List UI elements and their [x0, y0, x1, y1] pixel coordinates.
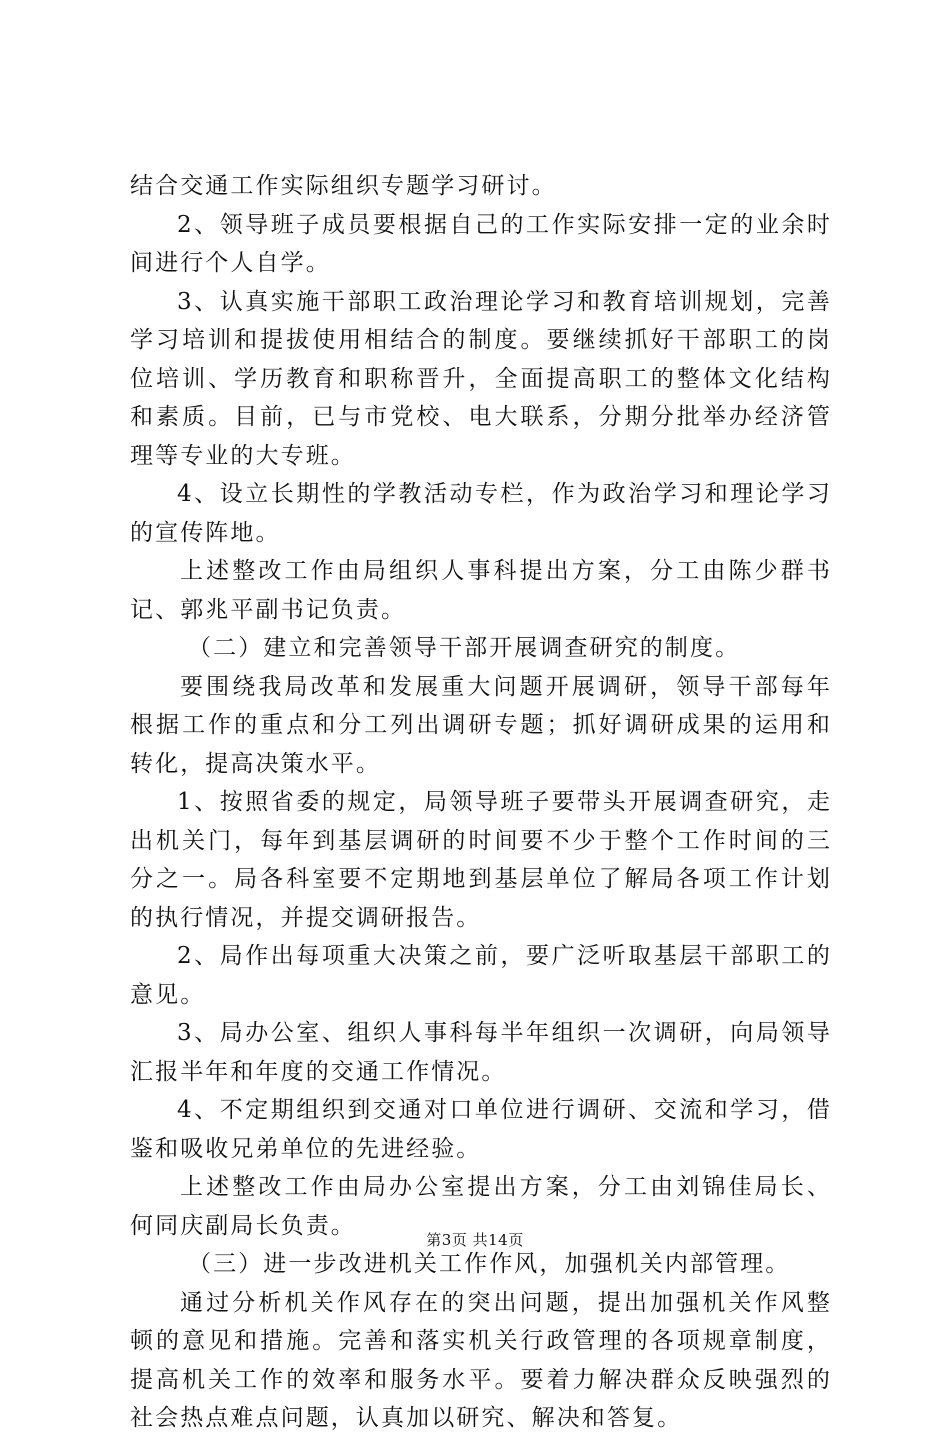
paragraph: 3、认真实施干部职工政治理论学习和教育培训规划，完善学习培训和提拔使用相结合的制度。要继续抓好干部职工的岗位培训、学历教育和职称晋升，全面提高职工的整体文化结构和素质。目前，已与市党校、电大联系，分期分批举办经济管理等专业的大专班。 [130, 288, 832, 469]
paragraph: 4、不定期组织到交通对口单位进行调研、交流和学习，借鉴和吸收兄弟单位的先进经验。 [130, 1097, 832, 1162]
paragraph: 上述整改工作由局组织人事科提出方案，分工由陈少群书记、郭兆平副书记负责。 [130, 558, 832, 623]
paragraph: 上述整改工作由局办公室提出方案，分工由刘锦佳局长、何同庆副局长负责。 [130, 1174, 832, 1239]
paragraph: 1、按照省委的规定，局领导班子要带头开展调查研究，走出机关门，每年到基层调研的时间要不少于整个工作时间的三分之一。局各科室要不定期地到基层单位了解局各项工作计划的执行情况，并提交调研报告。 [130, 789, 832, 931]
paragraph: 3、局办公室、组织人事科每半年组织一次调研，向局领导汇报半年和年度的交通工作情况。 [130, 1020, 832, 1085]
page-footer: 第3页 共14页 [426, 1231, 524, 1249]
paragraph: 要围绕我局改革和发展重大问题开展调研，领导干部每年根据工作的重点和分工列出调研专题；抓好调研成果的运用和转化，提高决策水平。 [130, 673, 832, 777]
paragraph: 2、领导班子成员要根据自己的工作实际安排一定的业余时间进行个人自学。 [130, 211, 832, 276]
paragraph: 通过分析机关作风存在的突出问题，提出加强机关作风整顿的意见和措施。完善和落实机关行政管理的各项规章制度，提高机关工作的效率和服务水平。要着力解决群众反映强烈的社会热点难点问题，认真加以研究、解决和答复。 [130, 1289, 832, 1431]
paragraph: 结合交通工作实际组织专题学习研讨。 [130, 173, 557, 199]
paragraph: 4、设立长期性的学教活动专栏，作为政治学习和理论学习的宣传阵地。 [130, 481, 832, 546]
paragraph: 2、局作出每项重大决策之前，要广泛听取基层干部职工的意见。 [130, 943, 832, 1008]
section-heading: （二）建立和完善领导干部开展调查研究的制度。 [188, 635, 741, 661]
section-heading: （三）进一步改进机关工作作风，加强机关内部管理。 [188, 1251, 791, 1277]
